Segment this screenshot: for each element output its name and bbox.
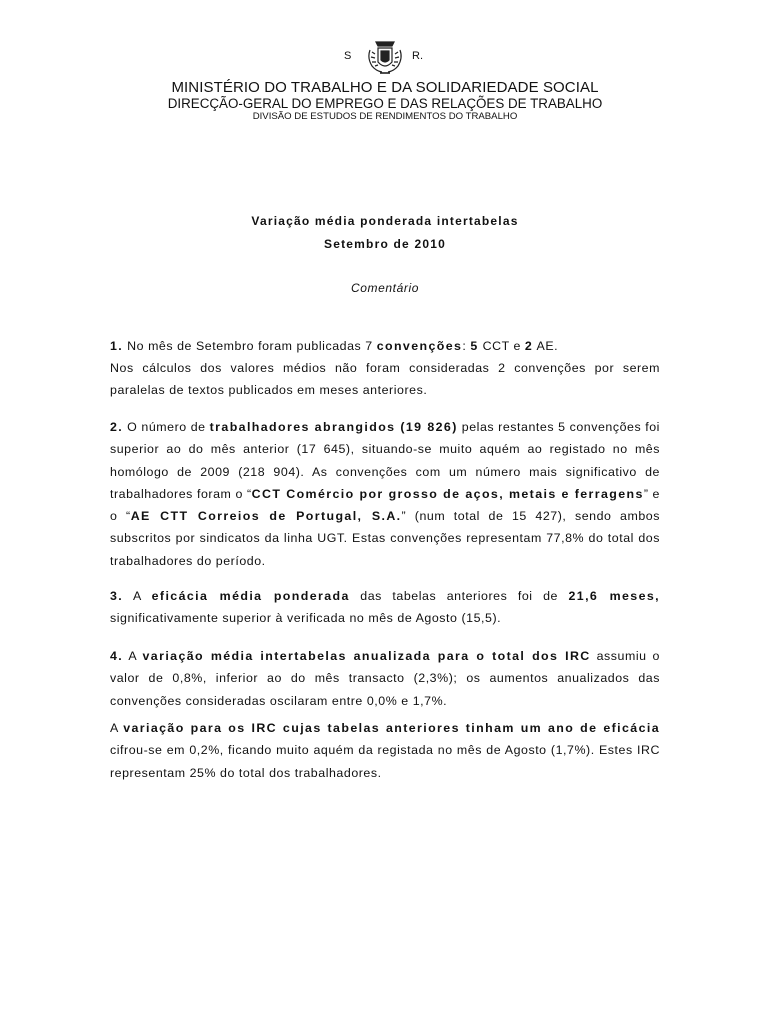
text-span: das tabelas anteriores foi de [349,589,569,603]
bold-span: 21,6 meses, [568,589,661,603]
text-span: CCT e [478,339,525,353]
text-span: cifrou-se em 0,2%, ficando muito aquém da registada no mês de Agosto (1,7%). Estes IRC representam 25% do total dos trabalhadores. [110,743,660,780]
text-span: : [462,339,471,353]
text-span: A [123,649,143,663]
bold-span: convenções [376,339,463,353]
text-span: significativamente superior à verificada no mês de Agosto (15,5). [110,611,502,626]
text-span: pelas restantes 5 convenções foi superior ao do mês anterior (17 645), situando-se muito aquém ao registado no mês homólogo de 2009 (218 904). As convenções com um número mais significativo de trabalhadores foram o “ [110,420,660,501]
coat-of-arms-icon [366,38,404,76]
crest-left-letter: S [344,50,352,62]
paragraph-4 [110,645,660,712]
paragraph-1 [110,335,660,357]
text-span: ” e o “ [110,486,660,524]
bold-span: variação média intertabelas anualizada para o total dos IRC [142,649,591,663]
coat-of-arms [0,38,770,78]
ministry-name: MINISTÉRIO DO TRABALHO E DA SOLIDARIEDADE SOCIAL [171,79,599,96]
text-span: A [123,589,152,603]
document-period: Setembro de 2010 [324,237,446,251]
bold-span: trabalhadores abrangidos (19 826) [209,420,458,434]
bold-span: AE CTT Correios de Portugal, S.A. [130,509,402,524]
bold-span: CCT Comércio por grosso de aços, metais e ferragens [251,486,644,501]
directorate-name: DIRECÇÃO-GERAL DO EMPREGO E DAS RELAÇÕES DE TRABALHO [167,96,603,111]
bold-span: eficácia média ponderada [151,589,350,603]
paragraph-number: 4. [110,649,124,663]
document-subtitle: Comentário [350,281,420,295]
bold-span: 5 [470,339,479,353]
text-span: No mês de Setembro foram publicadas 7 [123,339,377,353]
document-title: Variação média ponderada intertabelas [251,214,519,228]
paragraph-3 [110,585,660,630]
paragraph-2 [110,416,660,572]
bold-span: variação para os IRC cujas tabelas anteriores tinham um ano de eficácia [123,721,661,735]
paragraph-number: 3. [110,589,124,603]
paragraph-number: 2. [110,420,124,434]
paragraph-1-continuation: Nos cálculos dos valores médios não foram consideradas 2 convenções por serem paralelas de textos publicados em meses anteriores. [110,361,660,398]
text-span: ” (num total de 15 427), sendo ambos subscritos por sindicatos da linha UGT. Estas convenções representam 77,8% do total dos trabalhadores do período. [110,509,660,568]
crest-right-letter: R. [412,50,423,62]
paragraph-5 [110,717,660,784]
text-span: A [110,721,124,735]
text-span: assumiu o valor de 0,8%, inferior ao do mês transacto (2,3%); os aumentos anualizados das convenções consideradas oscilaram entre 0,0% e 1,7%. [110,649,661,708]
text-span: O número de [123,420,210,434]
text-span: AE. [533,339,559,353]
bold-span: 2 [524,339,534,353]
paragraph-number: 1. [110,339,124,353]
division-name: DIVISÃO DE ESTUDOS DE RENDIMENTOS DO TRABALHO [252,111,518,122]
